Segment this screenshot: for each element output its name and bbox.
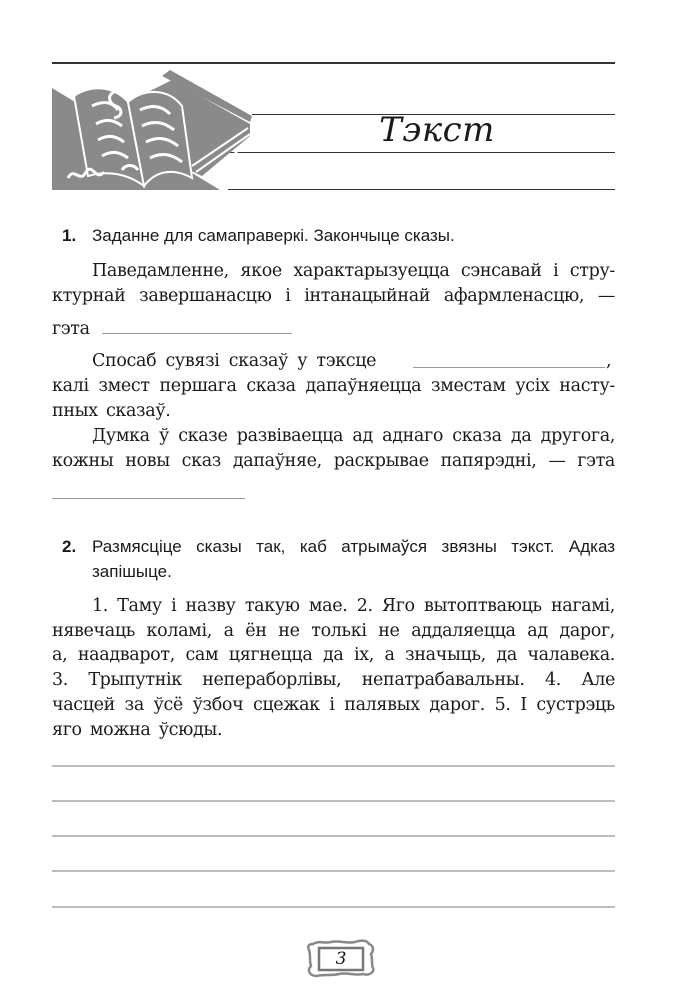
task-2-text-line: 3. Трыпутнік непераборлівы, непатрабавальны. 4. Але — [52, 670, 615, 690]
answer-blank-3[interactable] — [52, 498, 245, 499]
task-1-text-line: калі змест першага сказа дапаўняецца зместам усіх насту- — [52, 376, 615, 396]
task-2-text-line: яго можна ўсюды. — [52, 720, 223, 740]
task-1-text-line: Думка ў сказе развіваецца ад аднаго сказа да другога, — [92, 426, 615, 446]
task-1-instruction: Заданне для самаправеркі. Закончыце сказы. — [92, 226, 455, 245]
task-1-text-line: кожны новы сказ дапаўняе, раскрывае папярэдні, — гэта — [52, 451, 615, 471]
task-1-text-line: пных сказаў. — [52, 401, 171, 421]
writing-line[interactable] — [52, 835, 615, 837]
writing-line[interactable] — [52, 870, 615, 872]
task-1-text-line: Спосаб сувязі сказаў у тэксце — [92, 351, 377, 371]
answer-blank-2[interactable] — [413, 367, 605, 368]
task-2-text-line: часцей за ўсё ўзбоч сцежак і палявых дарог. 5. І сустрэць — [52, 695, 615, 715]
task-2-text-line: нявечаць коламі, а ён не толькі не аддаляецца ад дарог, — [52, 621, 615, 641]
page-title: Тэкст — [379, 110, 495, 150]
task-1-text-line: Паведамленне, якое характарызуецца сэнсавай і стру- — [92, 261, 615, 281]
header-rule-4 — [228, 189, 615, 190]
header-top-rule — [52, 62, 615, 64]
page-number-badge — [305, 938, 377, 978]
task-1-text-line: ктурнай завершанасцю і інтанацыйнай афармленасцю, — — [52, 286, 615, 306]
task-2-text-line: а, наадварот, сам цягнецца да іх, а значыць, да чалавека. — [52, 645, 615, 665]
task-2-text-line: 1. Таму і назву такую мае. 2. Яго вытоптваюць нагамі, — [92, 596, 615, 616]
task-2-instruction: запішыце. — [92, 562, 172, 581]
task-1-number: 1. — [62, 226, 77, 245]
writing-line[interactable] — [52, 800, 615, 802]
writing-line[interactable] — [52, 765, 615, 767]
open-book-icon — [52, 66, 252, 192]
task-2-number: 2. — [62, 537, 77, 556]
task-1-text-line: гэта — [52, 319, 90, 339]
page-number: 3 — [335, 949, 347, 969]
answer-blank-1[interactable] — [102, 333, 292, 334]
writing-line[interactable] — [52, 906, 615, 908]
task-1-comma: , — [606, 351, 612, 371]
header-rule-3 — [220, 152, 615, 153]
task-2-instruction: Размясціце сказы так, каб атрымаўся звязны тэкст. Адказ — [92, 537, 615, 556]
